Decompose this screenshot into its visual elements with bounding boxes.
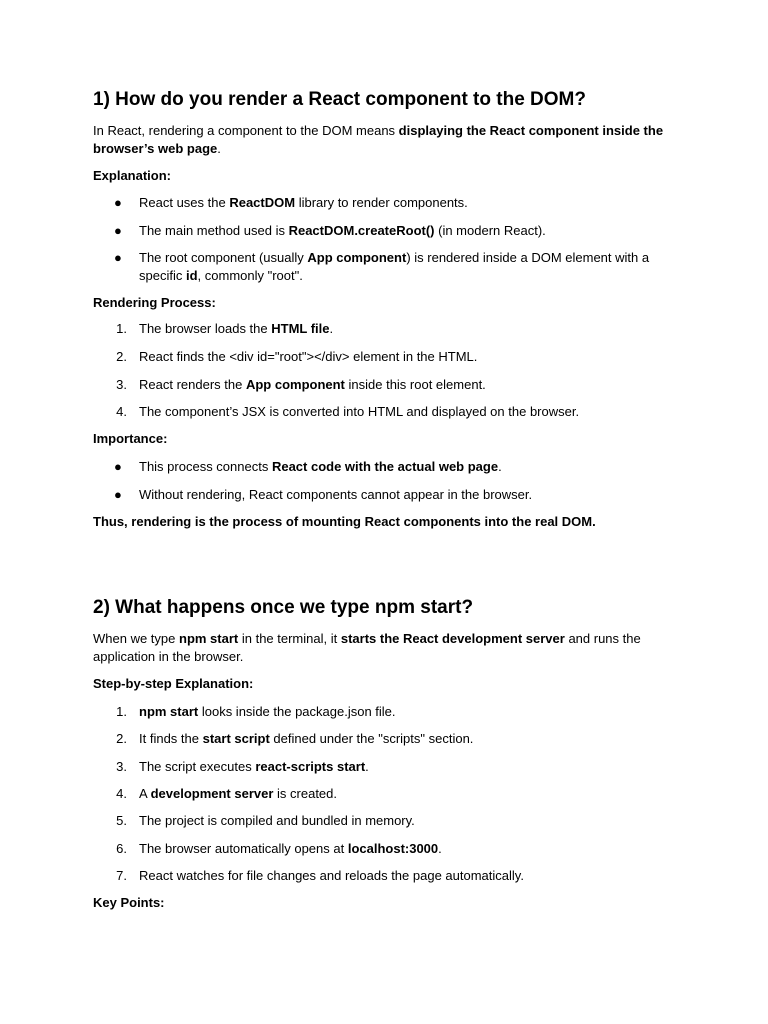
- section-1-intro: In React, rendering a component to the DOM means displaying the React component inside the browser’s web page.: [93, 123, 664, 156]
- document-page: 1) How do you render a React component to the DOM? In React, rendering a component to the DOM means displaying the React component inside the browser’s web page. Explanation: ● React uses the ReactDOM library to render components. ● The main method used is ReactDOM.createRoot() (in modern React). ● The root component (usually App component) is rendered inside a DOM element with a specific id, commonly "root". Rendering Process: 1. The browser loads the HTML file. 2. React finds the <div id="root"></div> element in the HTML. 3. React renders the App component inside this root element. 4. The component’s JSX is converted into HTML and displayed on the browser. Importance: ● This process connects React code with the actual web page. ● Without rendering, React components cannot appear in the browser. Thus, rendering is the process of mounting React components into the real DOM. 2) What happens once we type npm start? When we type npm start in the terminal, it starts the React development server and runs the application in the browser. Step-by-step Explanation: 1. npm start looks inside the package.json file. 2. It finds the start script defined under the "scripts" section. 3. The script executes react-scripts start. 4. A development server is created. 5. The project is compiled and bundled in memory. 6. The browser automatically opens at localhost:3000. 7. React watches for file changes and reloads the page automatically. Key Points:: [0, 0, 768, 1024]
- explanation-label: Explanation:: [93, 168, 172, 183]
- bullet-icon: ●: [114, 223, 122, 238]
- bullet-icon: ●: [114, 459, 122, 474]
- section-1-conclusion: Thus, rendering is the process of mounting React components into the real DOM.: [93, 514, 596, 529]
- section-2-heading: 2) What happens once we type npm start?: [93, 597, 474, 618]
- importance-label: Importance:: [93, 431, 168, 446]
- section-2-intro: When we type npm start in the terminal, it starts the React development server and runs the application in the browser.: [93, 631, 641, 664]
- key-points-label: Key Points:: [93, 895, 165, 910]
- bullet-icon: ●: [114, 195, 122, 210]
- bullet-icon: ●: [114, 487, 122, 502]
- rendering-process-label: Rendering Process:: [93, 295, 216, 310]
- steps-label: Step-by-step Explanation:: [93, 676, 254, 691]
- bullet-icon: ●: [114, 250, 122, 265]
- section-1-heading: 1) How do you render a React component to the DOM?: [93, 89, 586, 110]
